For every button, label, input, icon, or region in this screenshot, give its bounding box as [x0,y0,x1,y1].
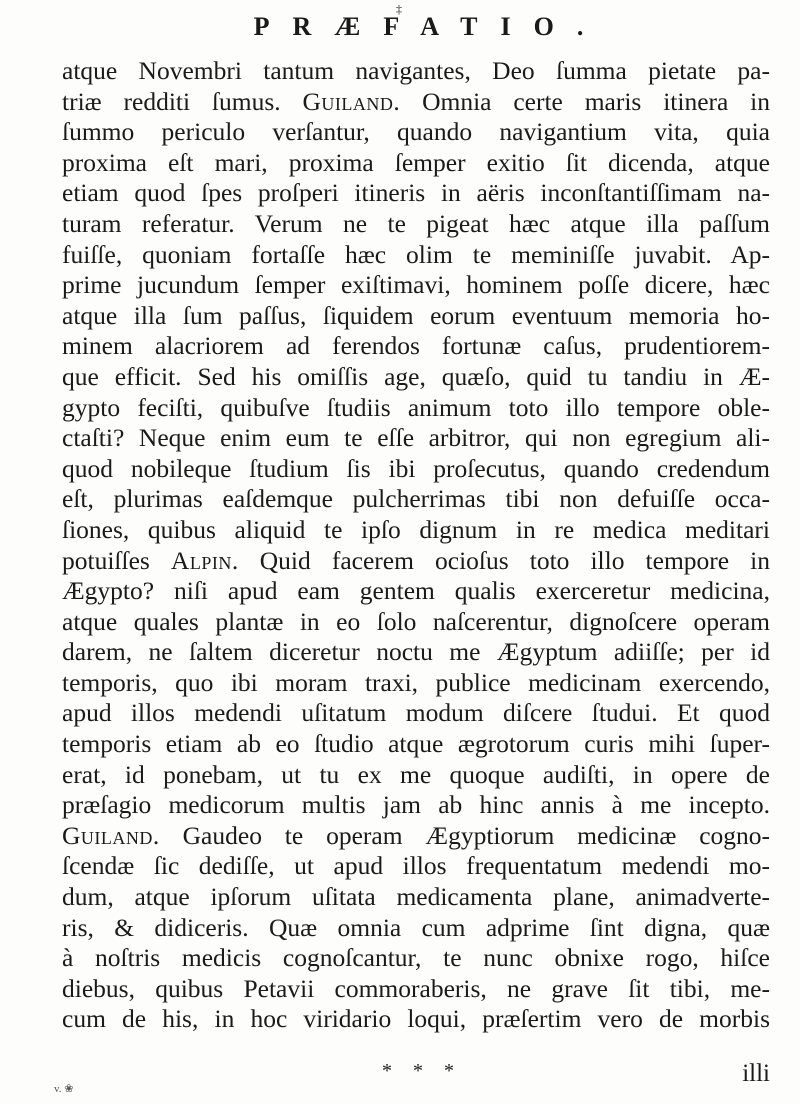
line-text: cum de his, in hoc viridario loqui, præſertim vero de morbis [62,1004,770,1034]
text-line [62,362,770,393]
line-text: erat, id ponebam, ut tu ex me quoque audiſti, in opere de [62,759,770,789]
line-text: gypto feciſti, quibuſve ſtudiis animum toto illo tempore oble- [62,392,770,422]
text-line [62,393,770,424]
line-text: temporis etiam ab eo ſtudio atque ægrotorum curis mihi ſuper- [62,729,770,759]
text-line [62,790,770,821]
text-line [62,913,770,944]
text-line [62,454,770,485]
line-text: triæ redditi ſumus. [62,86,303,116]
text-line [62,882,770,913]
line-text: apud illos medendi uſitatum modum diſcere ſtudui. Et quod [62,698,770,728]
line-text: præſagio medicorum multis jam ab hinc annis à me incepto. [62,790,770,820]
line-text: ſiones, quibus aliquid te ipſo dignum in re medica meditari [62,514,770,544]
line-text: Quid facerem ocioſus toto illo tempore in [238,545,770,575]
line-text: ris, & didiceris. Quæ omnia cum adprime ſint digna, quæ [62,912,770,942]
page-footer [54,1060,770,1095]
text-line [62,698,770,729]
text-line [62,423,770,454]
line-text: atque quales plantæ in eo ſolo naſcerentur, dignoſcere operam [62,606,770,636]
line-text: prime jucundum ſemper exiſtimavi, hominem poſſe dicere, hæc [62,270,770,300]
line-text: quod nobileque ſtudium ſis ibi proſecutus, quando credendum [62,453,770,483]
line-text: potuiſſes [62,545,171,575]
text-line [62,974,770,1005]
line-text: ſummo periculo verſantur, quando navigantium vita, quia [62,117,770,147]
line-text: atque Novembri tantum navigantes, Deo ſumma pietate pa- [62,56,770,85]
line-text: Gaudeo te operam Ægyptiorum medicinæ cogno- [159,820,770,850]
text-line [62,668,770,699]
text-line [62,729,770,760]
text-line [62,56,770,87]
running-head: PRÆFATIO. [253,12,607,41]
line-text: que efficit. Sed his omiſſis age, quæſo, quid tu tandiu in Æ- [62,361,770,391]
line-text: temporis, quo ibi moram traxi, publice medicinam exercendo, [62,667,770,697]
line-text: darem, ne ſaltem diceretur noctu me Ægyptum adiiſſe; per id [62,637,770,667]
text-line [62,637,770,668]
text-line [62,270,770,301]
line-text: Omnia certe maris itinera in [400,86,770,116]
text-line [62,576,770,607]
speaker-name: Guiland. [62,820,160,850]
text-line [62,240,770,271]
text-line [62,331,770,362]
body-text [62,56,770,1035]
text-line [62,760,770,791]
speaker-name: Guiland. [302,86,401,116]
line-text: fuiſſe, quoniam fortaſſe hæc olim te meminiſſe juvabit. Ap- [62,239,770,269]
line-text: dum, atque ipſorum uſitata medicamenta plane, animadverte- [62,882,770,912]
line-text: Ægypto? niſi apud eam gentem qualis exerceretur medicina, [62,576,770,606]
corner-mark: v. ❀ [54,1083,74,1095]
catchword: illi [742,1060,770,1087]
line-text: atque illa ſum paſſus, ſiquidem eorum eventuum memoria ho- [62,300,770,330]
line-text: minem alacriorem ad ferendos fortunæ caſus, prudentiorem- [62,331,770,361]
text-line [62,546,770,577]
text-line [62,209,770,240]
text-line [62,943,770,974]
text-line [62,301,770,332]
text-line [62,607,770,638]
text-line [62,821,770,852]
line-text: ſcendæ ſic dediſſe, ut apud illos frequentatum medendi mo- [62,851,770,881]
top-mark: ‡ [396,2,402,16]
text-line [62,148,770,179]
text-line [62,178,770,209]
text-line [62,87,770,118]
line-text: etiam quod ſpes proſperi itineris in aëris inconſtantiſſimam na- [62,178,770,208]
text-line [62,117,770,148]
line-text: proxima eſt mari, proxima ſemper exitio ſit dicenda, atque [62,147,770,177]
text-line [62,1004,770,1035]
line-text: à noſtris medicis cognoſcantur, te nunc obnixe rogo, hiſce [62,943,770,973]
line-text: turam referatur. Verum ne te pigeat hæc atque illa paſſum [62,208,770,238]
line-text: diebus, quibus Petavii commoraberis, ne grave ſit tibi, me- [62,973,770,1003]
text-line [62,851,770,882]
line-text: ctaſti? Neque enim eum te eſſe arbitror, qui non egregium ali- [62,423,770,453]
signature-asterisks: * * * [382,1060,462,1082]
text-line [62,484,770,515]
line-text: eſt, plurimas eaſdemque pulcherrimas tibi non defuiſſe occa- [62,484,770,514]
text-line [62,515,770,546]
speaker-name: Alpin. [170,545,239,575]
